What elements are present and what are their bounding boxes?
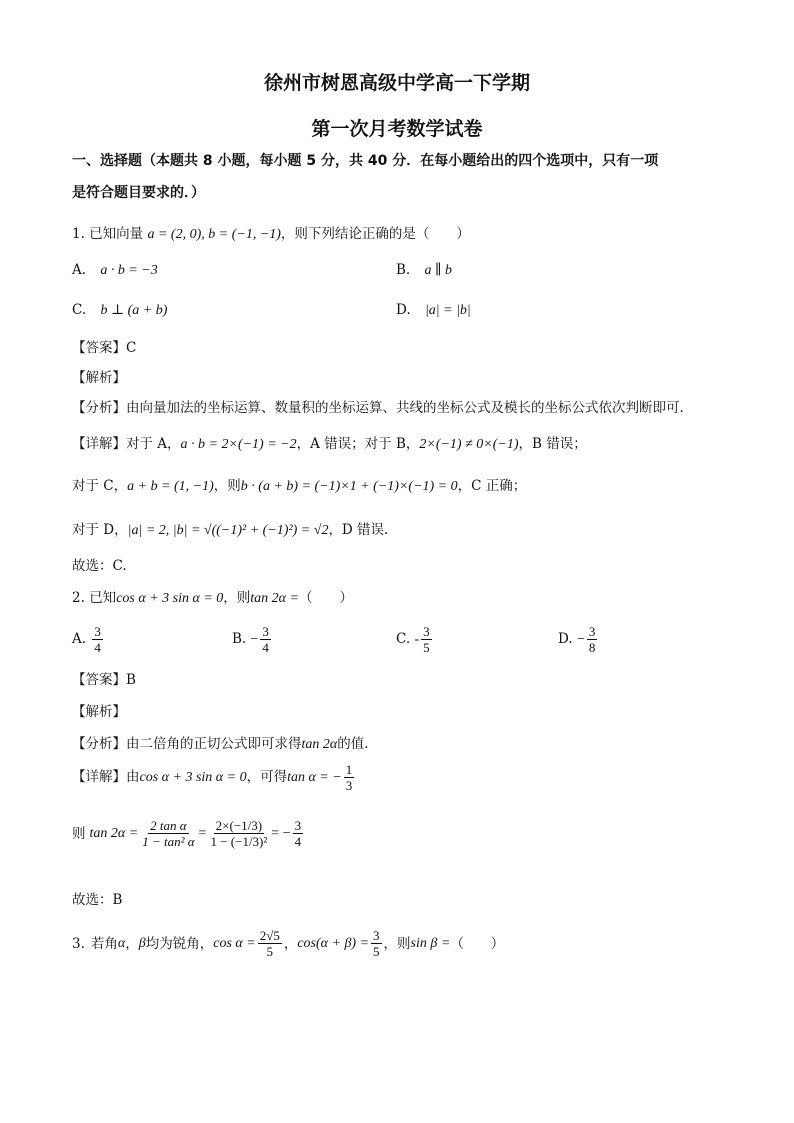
q1-detail-line2 [72,476,526,497]
answer-value: B [126,672,136,688]
option-fraction [421,624,432,655]
exam-title-line1: 徐州市树恩高级中学高一下学期 [263,72,530,94]
question-text: ，则下列结论正确的是（ ） [280,226,470,242]
option-label: D. [396,302,411,318]
fenxi-math: tan 2α [301,737,338,752]
detail-text: ，C 正确； [457,478,527,494]
question-number: 2. [72,590,85,606]
fraction-numerator: 3 [262,624,269,639]
option-label: C. [396,631,411,647]
option-fraction [587,624,598,655]
detail-math: 2×(−1) ≠ 0×(−1) [419,437,519,452]
question-text: 已知 [89,590,117,606]
option-label: A. [72,631,87,647]
q2-answer [72,670,136,690]
fraction-denominator: 1 − tan² α [142,834,195,849]
q2-option-c [396,624,434,655]
question-text: （ ） [298,590,353,606]
detail-math: a · b = 2×(−1) = −2 [180,437,297,452]
answer-tag: 【答案】 [72,340,126,356]
question-text: ，则 [383,935,411,952]
formula-text: 则 [72,825,86,842]
fraction-denominator: 5 [423,640,430,655]
detail-math: cos α + 3 sin α = 0 [139,770,247,785]
formula-result-sign: = − [271,825,291,841]
question-2-stem [72,588,353,609]
q1-detail-line1 [72,434,587,455]
detail-text: ，D 错误. [328,522,389,538]
formula-fraction-2 [208,818,269,849]
fraction-denominator: 5 [266,944,274,959]
target-expression: tan 2α = [250,591,299,606]
answer-value: C [126,340,137,356]
q1-option-b [396,260,452,281]
question-text: ， [125,935,139,952]
option-fraction [260,624,271,655]
option-sign: − [250,632,259,647]
option-text: |a| = |b| [424,303,471,318]
alpha-symbol: α [117,935,126,951]
fraction-numerator: 3 [423,624,430,639]
beta-symbol: β [138,935,146,951]
fraction-numerator: 3 [588,624,596,639]
detail-math: |a| = 2, |b| = √((−1)² + (−1)²) = √2 [127,523,329,538]
question-text: 均为锐角， [145,935,214,952]
formula-fraction-1 [140,818,196,849]
option-fraction [92,624,103,655]
detail-text: 对于 C， [72,478,128,494]
exam-title-line2: 第一次月考数学试卷 [311,118,483,140]
option-text: a ∥ b [424,263,452,278]
fenxi-text: 由二倍角的正切公式即可求得 [126,736,302,752]
option-text: b ⊥ (a + b) [100,303,168,318]
q2-fenxi [72,734,369,755]
q1-option-d [396,300,471,321]
q1-choose: 故选：C. [72,558,127,574]
detail-text: ，则 [213,478,241,494]
detail-tag: 【详解】 [72,769,126,785]
fraction-denominator: 4 [262,640,269,655]
fraction-numerator: 2 tan α [150,818,187,833]
detail-text: ，可得 [246,769,288,785]
fraction-denominator: 8 [588,640,596,655]
fraction-numerator: 3 [294,818,302,833]
fraction-numerator: 2√5 [259,928,280,943]
question-3-stem [72,928,504,959]
fenxi-tag: 【分析】 [72,736,126,752]
cos-alpha-plus-beta: cos(α + β) = [297,935,370,951]
option-label: D. [558,631,573,647]
section-heading-line1: 一、选择题（本题共 8 小题，每小题 5 分，共 40 分．在每小题给出的四个选项中，只有一项 [72,153,659,169]
detail-text: 对于 A， [126,436,181,452]
fraction-denominator: 4 [294,834,302,849]
target-expression: sin β = [410,935,451,951]
option-label: B. [396,262,411,278]
detail-text: ，A 错误；对于 B， [296,436,420,452]
given-vectors: a = (2, 0), b = (−1, −1) [147,227,281,242]
given-equation: cos α + 3 sin α = 0 [116,591,224,606]
option-sign: − [576,632,585,647]
question-text: （ ） [450,935,505,952]
fraction-denominator: 1 − (−1/3)² [210,834,268,849]
fraction-numerator: 1 [345,762,353,777]
detail-text: 对于 D， [72,522,128,538]
question-text: ， [283,935,298,952]
question-1-stem [72,224,470,245]
q2-choose: 故选：B [72,892,123,908]
q1-detail-line3 [72,520,388,541]
cos-alpha-plus-beta-fraction [371,928,382,959]
fraction-numerator: 3 [373,928,380,943]
answer-tag: 【答案】 [72,672,126,688]
q2-option-d [558,624,599,655]
q1-fenxi [72,398,684,418]
detail-text: 由 [126,769,140,785]
q1-option-c [72,300,167,321]
section-heading-line2: 是符合题目要求的．） [72,185,205,201]
cos-alpha: cos α = [213,935,256,951]
question-number: 1. [72,226,85,242]
q2-option-a [72,624,105,655]
fenxi-text: 由向量加法的坐标运算、数量积的坐标运算、共线的坐标公式及模长的坐标公式依次判断即可. [126,400,684,416]
fraction-numerator: 3 [94,624,101,639]
q1-analysis-tag: 【解析】 [72,370,126,386]
option-label: C. [72,302,87,318]
option-text: a · b = −3 [100,263,158,278]
detail-fraction [344,762,355,793]
question-text: 已知向量 [89,226,144,242]
option-label: A. [72,262,87,278]
question-text: ，则 [223,590,251,606]
fraction-numerator: 2×(−1/3) [215,818,263,833]
formula-equals: = [198,825,207,841]
cos-alpha-fraction [258,928,282,959]
option-sign: - [414,632,420,647]
detail-math: tan α = − [287,770,342,785]
q2-analysis-tag: 【解析】 [72,704,126,720]
q2-detail [72,762,356,793]
fenxi-text: 的值. [337,736,369,752]
fraction-denominator: 3 [345,778,353,793]
formula-lhs: tan 2α = [89,825,139,841]
q2-option-b [232,624,273,655]
q2-formula [72,818,305,849]
question-number: 3. [72,935,85,952]
formula-result-fraction [293,818,304,849]
q1-answer [72,338,136,358]
fraction-denominator: 5 [373,944,380,959]
detail-text: ，B 错误； [518,436,587,452]
detail-math: a + b = (1, −1) [127,479,214,494]
question-text: 若角 [90,935,118,952]
detail-tag: 【详解】 [72,436,126,452]
option-label: B. [232,631,247,647]
fenxi-tag: 【分析】 [72,400,126,416]
detail-math: b · (a + b) = (−1)×1 + (−1)×(−1) = 0 [240,479,458,494]
q1-option-a [72,260,158,281]
fraction-denominator: 4 [94,640,101,655]
